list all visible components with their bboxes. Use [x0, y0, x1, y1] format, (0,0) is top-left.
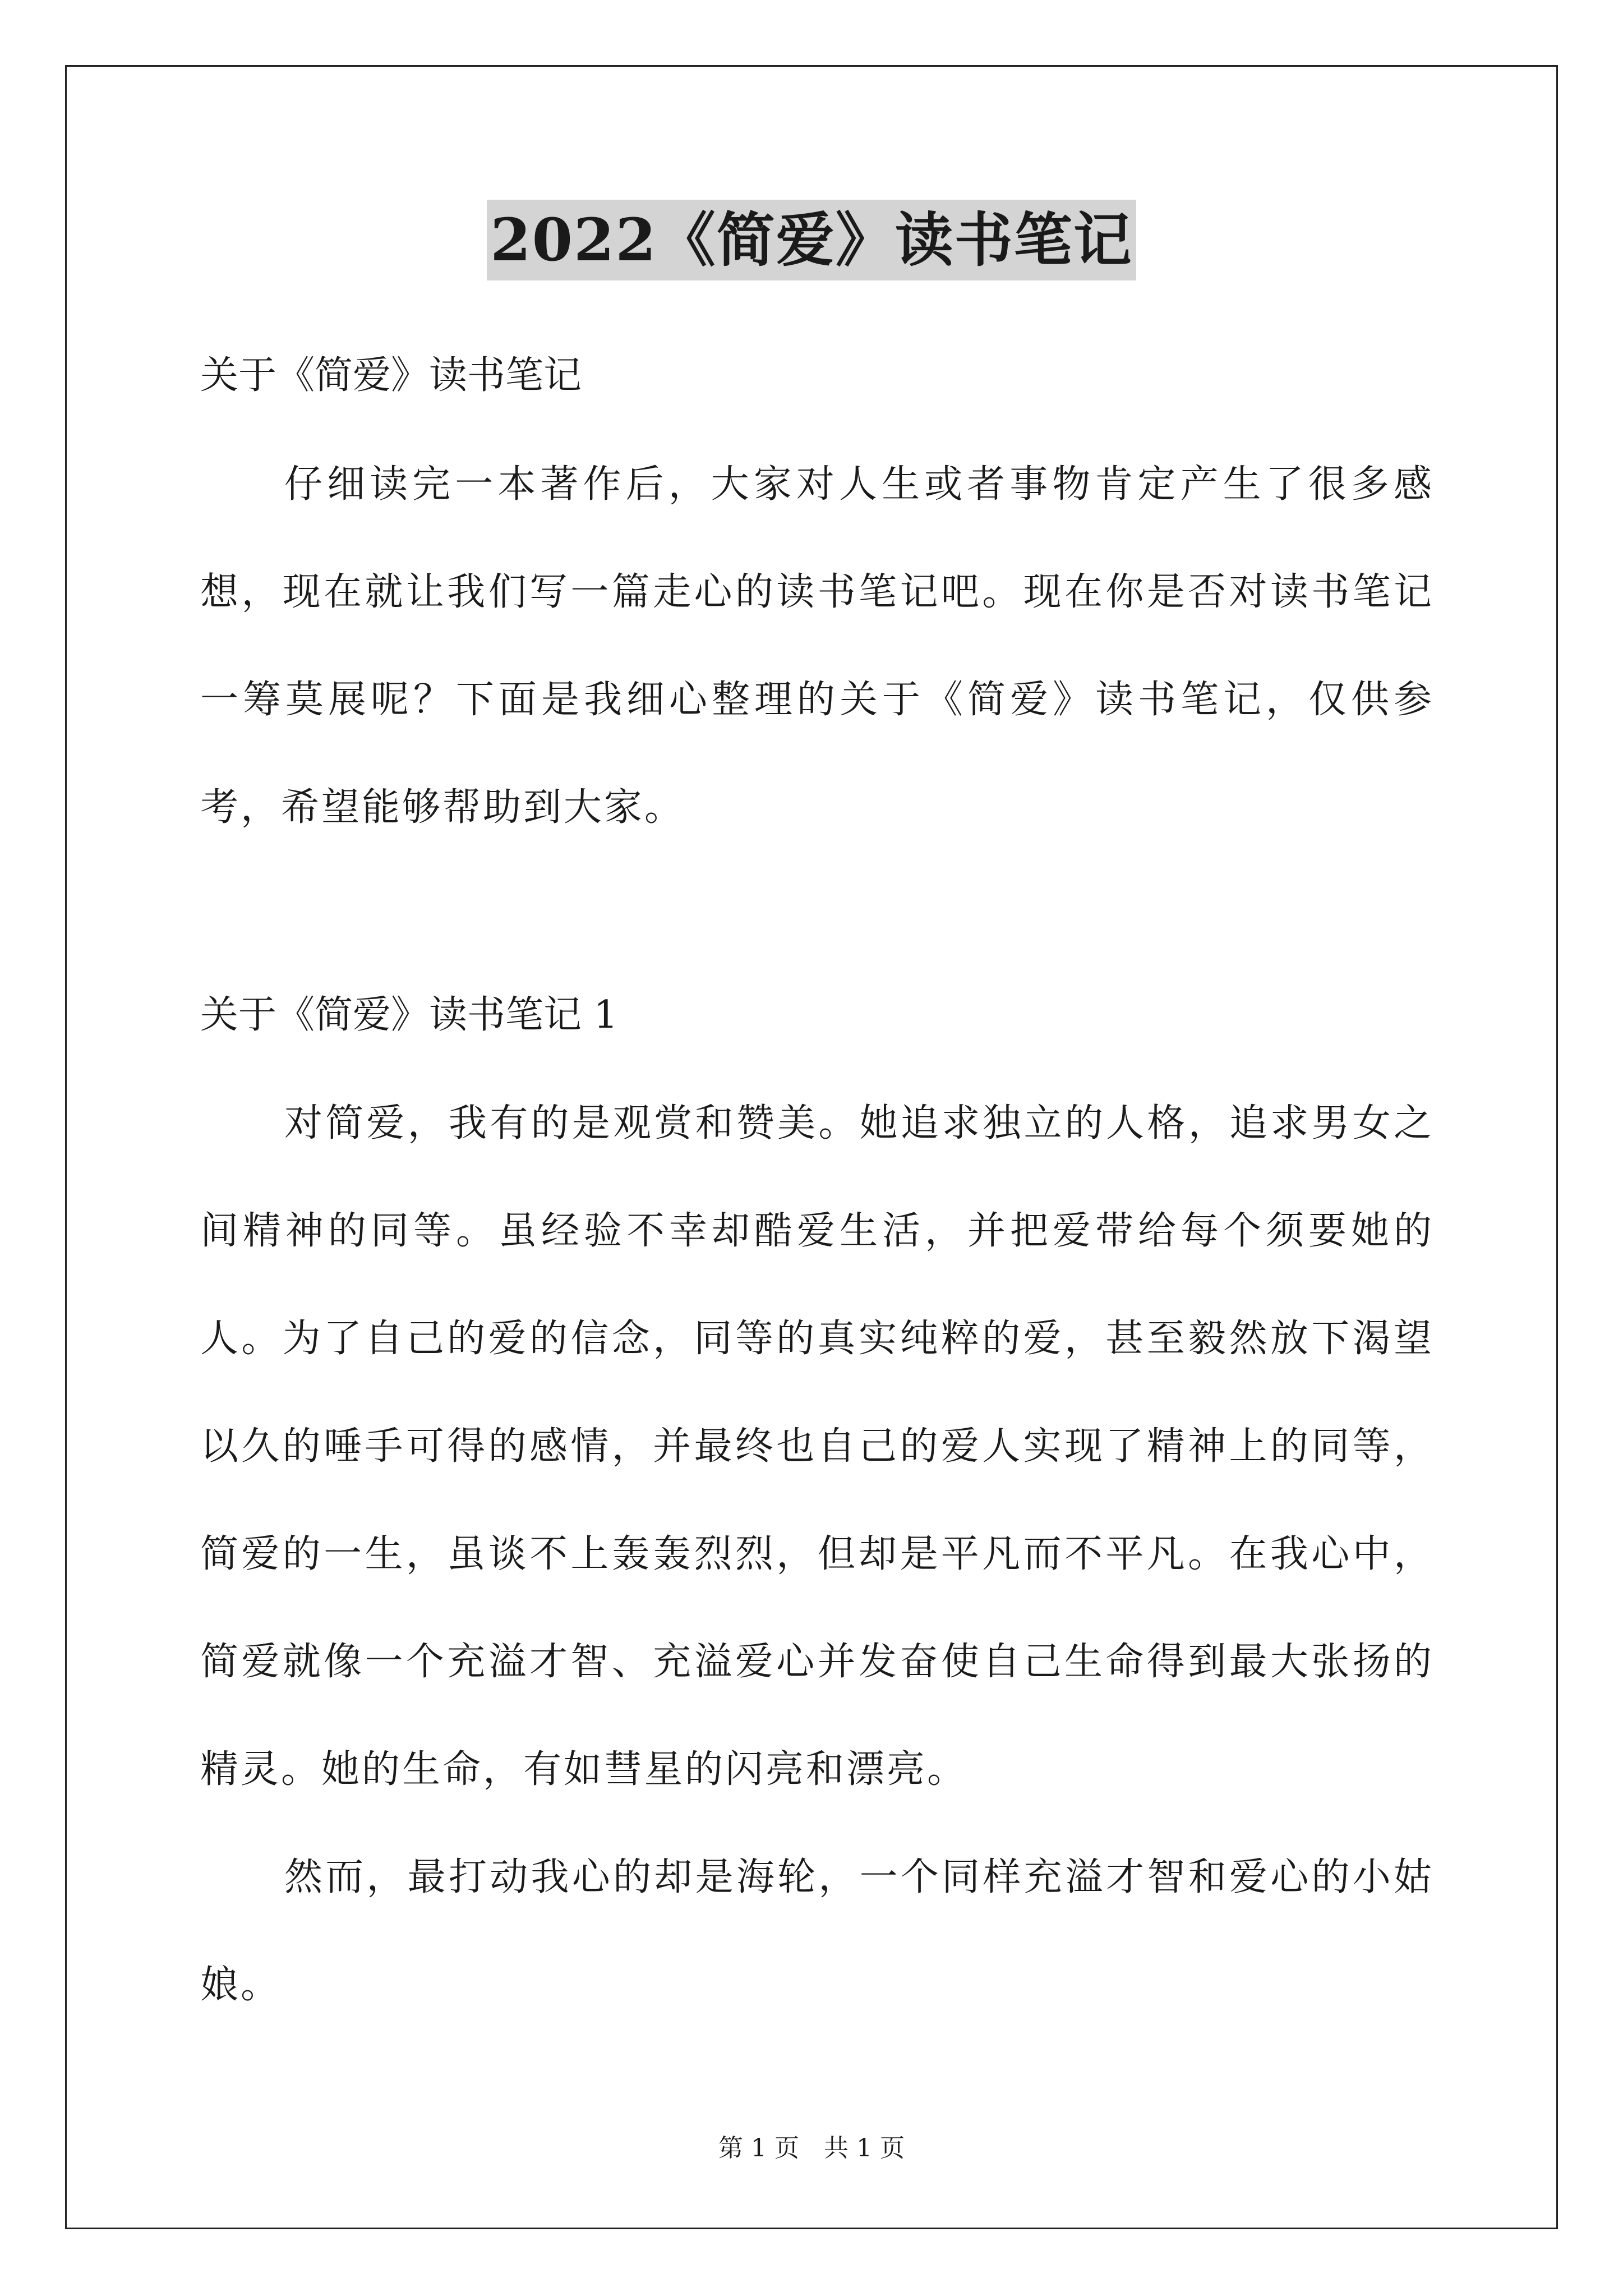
section1-paragraph-2: 然而，最打动我心的却是海轮，一个同样充溢才智和爱心的小姑娘。 — [200, 1855, 1434, 2007]
page-footer: 第 1 页 共 1 页 — [718, 2134, 905, 2162]
document-title: 2022《简爱》读书笔记 — [487, 200, 1136, 280]
section1-paragraph-1: 对简爱，我有的是观赏和赞美。她追求独立的人格，追求男女之间精神的同等。虽经验不幸却酷爱生活，并把爱带给每个须要她的人。为了自己的爱的信念，同等的真实纯粹的爱，甚至毅然放下渴望以久的唾手可得的感情，并最终也自己的爱人实现了精神上的同等，简爱的一生，虽谈不上轰轰烈烈，但却是平凡而不平凡。在我心中，简爱就像一个充溢才智、充溢爱心并发奋使自己生命得到最大张扬的精灵。她的生命，有如彗星的闪亮和漂亮。 — [200, 1101, 1434, 1792]
intro-paragraph: 仔细读完一本著作后，大家对人生或者事物肯定产生了很多感想，现在就让我们写一篇走心的读书笔记吧。现在你是否对读书笔记一筹莫展呢？下面是我细心整理的关于《简爱》读书笔记，仅供参考，希望能够帮助到大家。 — [200, 462, 1434, 830]
intro-heading: 关于《简爱》读书笔记 — [200, 353, 582, 398]
section1-heading: 关于《简爱》读书笔记 1 — [200, 993, 618, 1037]
section1-body — [200, 1070, 1434, 2039]
intro-section — [200, 431, 1434, 862]
title-container — [0, 200, 1623, 280]
